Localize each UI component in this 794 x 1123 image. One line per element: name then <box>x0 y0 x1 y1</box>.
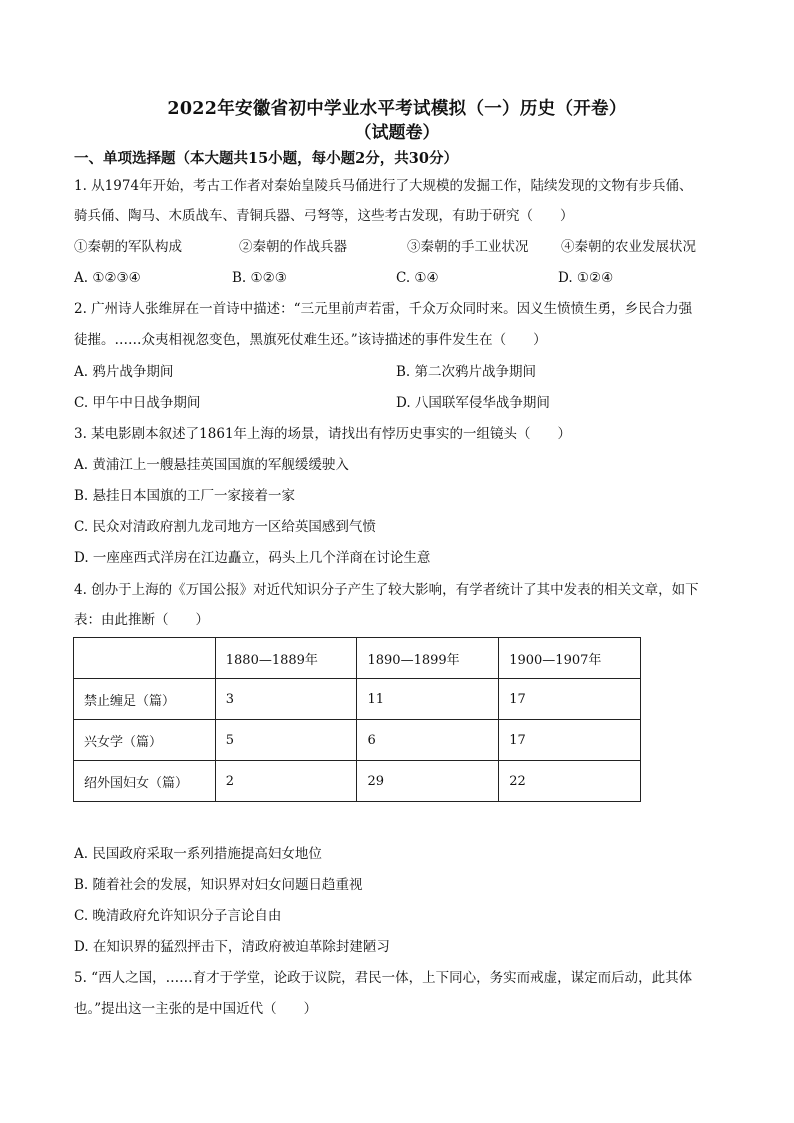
table-cell: 29 <box>357 761 499 802</box>
table-cell: 11 <box>357 679 499 720</box>
question-1-option-c: C. ①④ <box>396 270 439 286</box>
question-4-option-a: A. 民国政府采取一系列措施提高妇女地位 <box>74 846 322 862</box>
table-header-cell: 1900—1907年 <box>499 638 641 679</box>
table-cell: 5 <box>215 720 357 761</box>
table-cell: 3 <box>215 679 357 720</box>
question-2-option-b: B. 第二次鸦片战争期间 <box>396 364 537 380</box>
page-title: 2022年安徽省初中学业水平考试模拟（一）历史（开卷） <box>167 99 627 119</box>
question-2-text-line-1: 2. 广州诗人张维屏在一首诗中描述：“三元里前声若雷，千众万众同时来。因义生愤愤生勇，乡民合力强 <box>74 301 693 317</box>
question-1-statement-1: ①秦朝的军队构成 <box>74 239 182 255</box>
table-row <box>74 679 641 720</box>
question-3-option-b: B. 悬挂日本国旗的工厂一家接着一家 <box>74 488 296 504</box>
section-heading: 一、单项选择题（本大题共15小题，每小题2分，共30分） <box>74 150 458 167</box>
table-row <box>74 720 641 761</box>
question-5-text-line-2: 也。”提出这一主张的是中国近代（ ） <box>74 1001 318 1017</box>
table-header-cell: 1880—1889年 <box>215 638 357 679</box>
table-header-row <box>74 638 641 679</box>
question-1-option-d: D. ①②④ <box>558 270 614 286</box>
table-cell: 2 <box>215 761 357 802</box>
table-header-cell: 1890—1899年 <box>357 638 499 679</box>
table-cell: 17 <box>499 720 641 761</box>
table-cell: 6 <box>357 720 499 761</box>
table-cell: 17 <box>499 679 641 720</box>
question-5-text-line-1: 5. “西人之国，……育才于学堂，论政于议院，君民一体，上下同心，务实而戒虚，谋定而后动，此其体 <box>74 970 693 986</box>
table-row <box>74 761 641 802</box>
table-cell: 禁止缠足（篇） <box>74 679 216 720</box>
question-3-option-a: A. 黄浦江上一艘悬挂英国国旗的军舰缓缓驶入 <box>74 457 349 473</box>
question-1-text-line-2: 骑兵俑、陶马、木质战车、青铜兵器、弓弩等，这些考古发现，有助于研究（ ） <box>74 208 574 224</box>
question-4-option-c: C. 晚清政府允许知识分子言论自由 <box>74 908 282 924</box>
question-4-option-d: D. 在知识界的猛烈抨击下，清政府被迫革除封建陋习 <box>74 939 390 955</box>
question-2-option-c: C. 甲午中日战争期间 <box>74 395 201 411</box>
question-1-option-b: B. ①②③ <box>232 270 287 286</box>
question-1-option-a: A. ①②③④ <box>74 270 141 286</box>
article-statistics-table <box>73 637 641 802</box>
table-cell: 兴女学（篇） <box>74 720 216 761</box>
table-header-cell <box>74 638 216 679</box>
question-4-option-b: B. 随着社会的发展，知识界对妇女问题日趋重视 <box>74 877 363 893</box>
question-1-statement-3: ③秦朝的手工业状况 <box>407 239 529 255</box>
table-cell: 绍外国妇女（篇） <box>74 761 216 802</box>
question-3-text-line-1: 3. 某电影剧本叙述了1861年上海的场景，请找出有悖历史事实的一组镜头（ ） <box>74 426 572 442</box>
question-1-statement-4: ④秦朝的农业发展状况 <box>561 239 696 255</box>
question-4-text-line-2: 表：由此推断（ ） <box>74 612 209 628</box>
page-subtitle: （试题卷） <box>354 123 440 143</box>
question-3-option-c: C. 民众对清政府割九龙司地方一区给英国感到气愤 <box>74 519 376 535</box>
question-3-option-d: D. 一座座西式洋房在江边矗立，码头上几个洋商在讨论生意 <box>74 550 431 566</box>
question-1-text-line-1: 1. 从1974年开始，考古工作者对秦始皇陵兵马俑进行了大规模的发掘工作，陆续发现的文物有步兵俑、 <box>74 178 693 194</box>
table-cell: 22 <box>499 761 641 802</box>
question-2-option-d: D. 八国联军侵华战争期间 <box>396 395 550 411</box>
question-2-option-a: A. 鸦片战争期间 <box>74 364 174 380</box>
question-2-text-line-2: 徒摧。……众夷相视忽变色，黑旗死仗难生还。”该诗描述的事件发生在（ ） <box>74 332 547 348</box>
question-4-text-line-1: 4. 创办于上海的《万国公报》对近代知识分子产生了较大影响，有学者统计了其中发表的相关文章，如下 <box>74 582 699 598</box>
question-1-statement-2: ②秦朝的作战兵器 <box>239 239 347 255</box>
